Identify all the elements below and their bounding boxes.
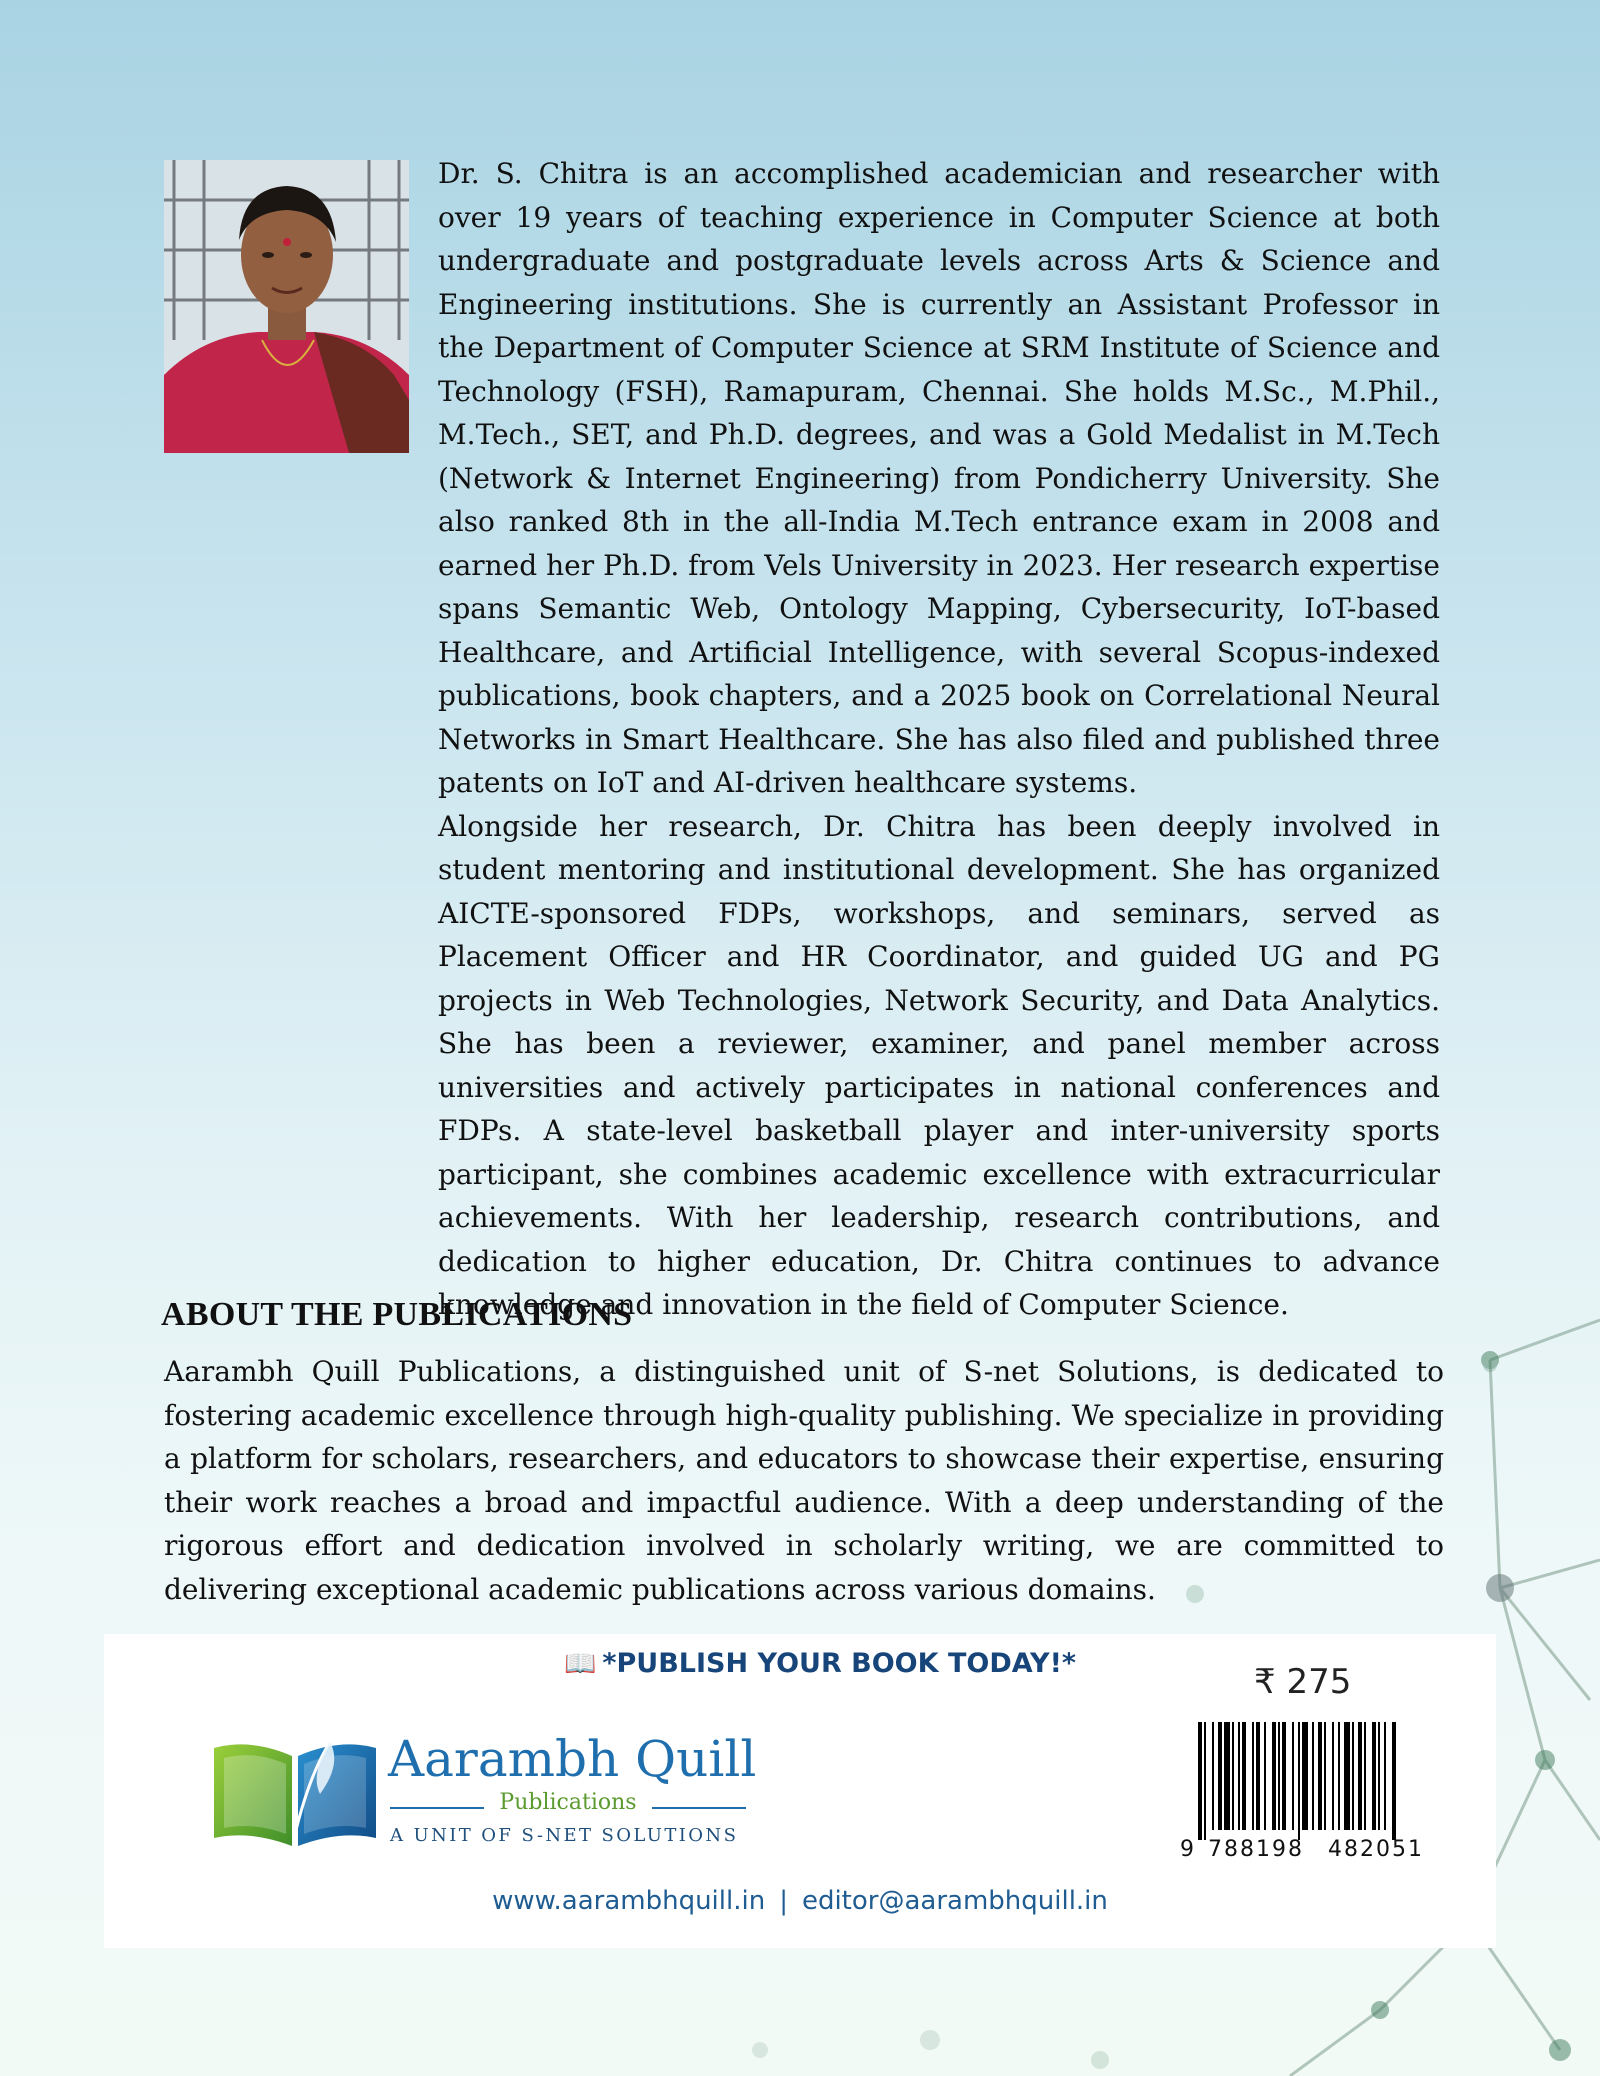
barcode-bar — [1378, 1722, 1380, 1830]
author-bio — [438, 152, 1440, 1327]
author-portrait-icon — [164, 160, 409, 453]
isbn-left-digits: 788198 — [1208, 1837, 1304, 1862]
barcode-bar — [1264, 1722, 1266, 1830]
barcode-bar — [1204, 1722, 1206, 1840]
barcode-bar — [1272, 1722, 1276, 1830]
price: ₹ 275 — [1254, 1662, 1352, 1702]
barcode-bar — [1212, 1722, 1214, 1830]
contact-line — [104, 1886, 1496, 1916]
bio-paragraph-2: Alongside her research, Dr. Chitra has been deeply involved in student mentoring and institutional development. She has organized AICTE-sponsored FDPs, workshops, and seminars, served as Placement Officer and HR Coordinator, and guided UG and PG projects in Web Technologies, Network Security, and Data Analytics. She has been a reviewer, examiner, and panel member across universities and actively participates in national conferences and FDPs. A state-level basketball player and inter-university sports participant, she combines academic excellence with extracurricular achievements. With her leadership, research contributions, and dedication to higher education, Dr. Chitra continues to advance knowledge and innovation in the field of Computer Science. — [438, 809, 1440, 1321]
brand-sub-row — [390, 1790, 746, 1820]
barcode-bar — [1312, 1722, 1314, 1830]
publications-description: Aarambh Quill Publications, a distinguished unit of S-net Solutions, is dedicated to fostering academic excellence through high-quality publishing. We specialize in providing a platform for scholars, researchers, and educators to showcase their expertise, ensuring their work reaches a broad and impactful audience. With a deep understanding of the rigorous effort and dedication involved in scholarly writing, we are committed to delivering exceptional academic publications across various domains. — [164, 1355, 1444, 1606]
barcode-bar — [1352, 1722, 1354, 1830]
barcode-bar — [1298, 1722, 1300, 1840]
brand-unit: A UNIT OF S-NET SOLUTIONS — [390, 1825, 739, 1846]
barcode-bar — [1358, 1722, 1362, 1830]
barcode-bar — [1372, 1722, 1376, 1830]
isbn-lead-digit: 9 — [1180, 1837, 1194, 1862]
barcode-bar — [1224, 1722, 1230, 1830]
barcode-bar — [1324, 1722, 1326, 1830]
barcode-bar — [1364, 1722, 1366, 1830]
barcode-bar — [1302, 1722, 1308, 1830]
barcode-bar — [1392, 1722, 1396, 1840]
barcode-bar — [1278, 1722, 1280, 1830]
website-link[interactable]: www.aarambhquill.in — [492, 1886, 766, 1916]
contact-separator: | — [779, 1886, 788, 1916]
isbn-right-digits: 482051 — [1328, 1837, 1424, 1862]
barcode-bar — [1198, 1722, 1202, 1840]
barcode-bar — [1318, 1722, 1322, 1830]
barcode-bar — [1282, 1722, 1286, 1830]
barcode-bar — [1232, 1722, 1234, 1830]
barcode-bar — [1252, 1722, 1254, 1830]
isbn-barcode — [1178, 1722, 1448, 1862]
barcode-bar — [1384, 1722, 1386, 1830]
email-link[interactable]: editor@aarambhquill.in — [801, 1886, 1108, 1916]
publisher-footer — [104, 1634, 1496, 1948]
publish-cta-text: *PUBLISH YOUR BOOK TODAY!* — [602, 1648, 1077, 1679]
barcode-bar — [1218, 1722, 1222, 1830]
barcode-bar — [1332, 1722, 1334, 1830]
open-book-icon: 📖 — [564, 1649, 597, 1679]
bio-paragraph-1: Dr. S. Chitra is an accomplished academician and researcher with over 19 years of teaching experience in Computer Science at both undergraduate and postgraduate levels across Arts & Science and Engineering institutions. She is currently an Assistant Professor in the Department of Computer Science at SRM Institute of Science and Technology (FSH), Ramapuram, Chennai. She holds M.Sc., M.Phil., M.Tech., SET, and Ph.D. degrees, and was a Gold Medalist in M.Tech (Network & Internet Engineering) from Pondicherry University. She also ranked 8th in the all-India M.Tech entrance exam in 2008 and earned her Ph.D. from Vels University in 2023. Her research expertise spans Semantic Web, Ontology Mapping, Cybersecurity, IoT-based Healthcare, and Artificial Intelligence, with several Scopus-indexed publications, book chapters, and a 2025 book on Correlational Neural Networks in Smart Healthcare. She has also filed and published three patents on IoT and AI-driven healthcare systems. — [438, 157, 1440, 799]
barcode-bar — [1242, 1722, 1246, 1830]
barcode-bar — [1256, 1722, 1260, 1830]
author-photo — [164, 160, 409, 453]
barcode-bar — [1292, 1722, 1294, 1830]
barcode-bar — [1338, 1722, 1340, 1830]
barcode-bar — [1238, 1722, 1240, 1830]
publications-heading: ABOUT THE PUBLICATIONS — [161, 1296, 633, 1333]
brand-name: Aarambh Quill — [388, 1730, 757, 1788]
barcode-bar — [1344, 1722, 1350, 1830]
publish-cta — [564, 1648, 1077, 1679]
quill-book-logo-icon — [210, 1734, 380, 1852]
brand-subtitle: Publications — [499, 1790, 637, 1815]
